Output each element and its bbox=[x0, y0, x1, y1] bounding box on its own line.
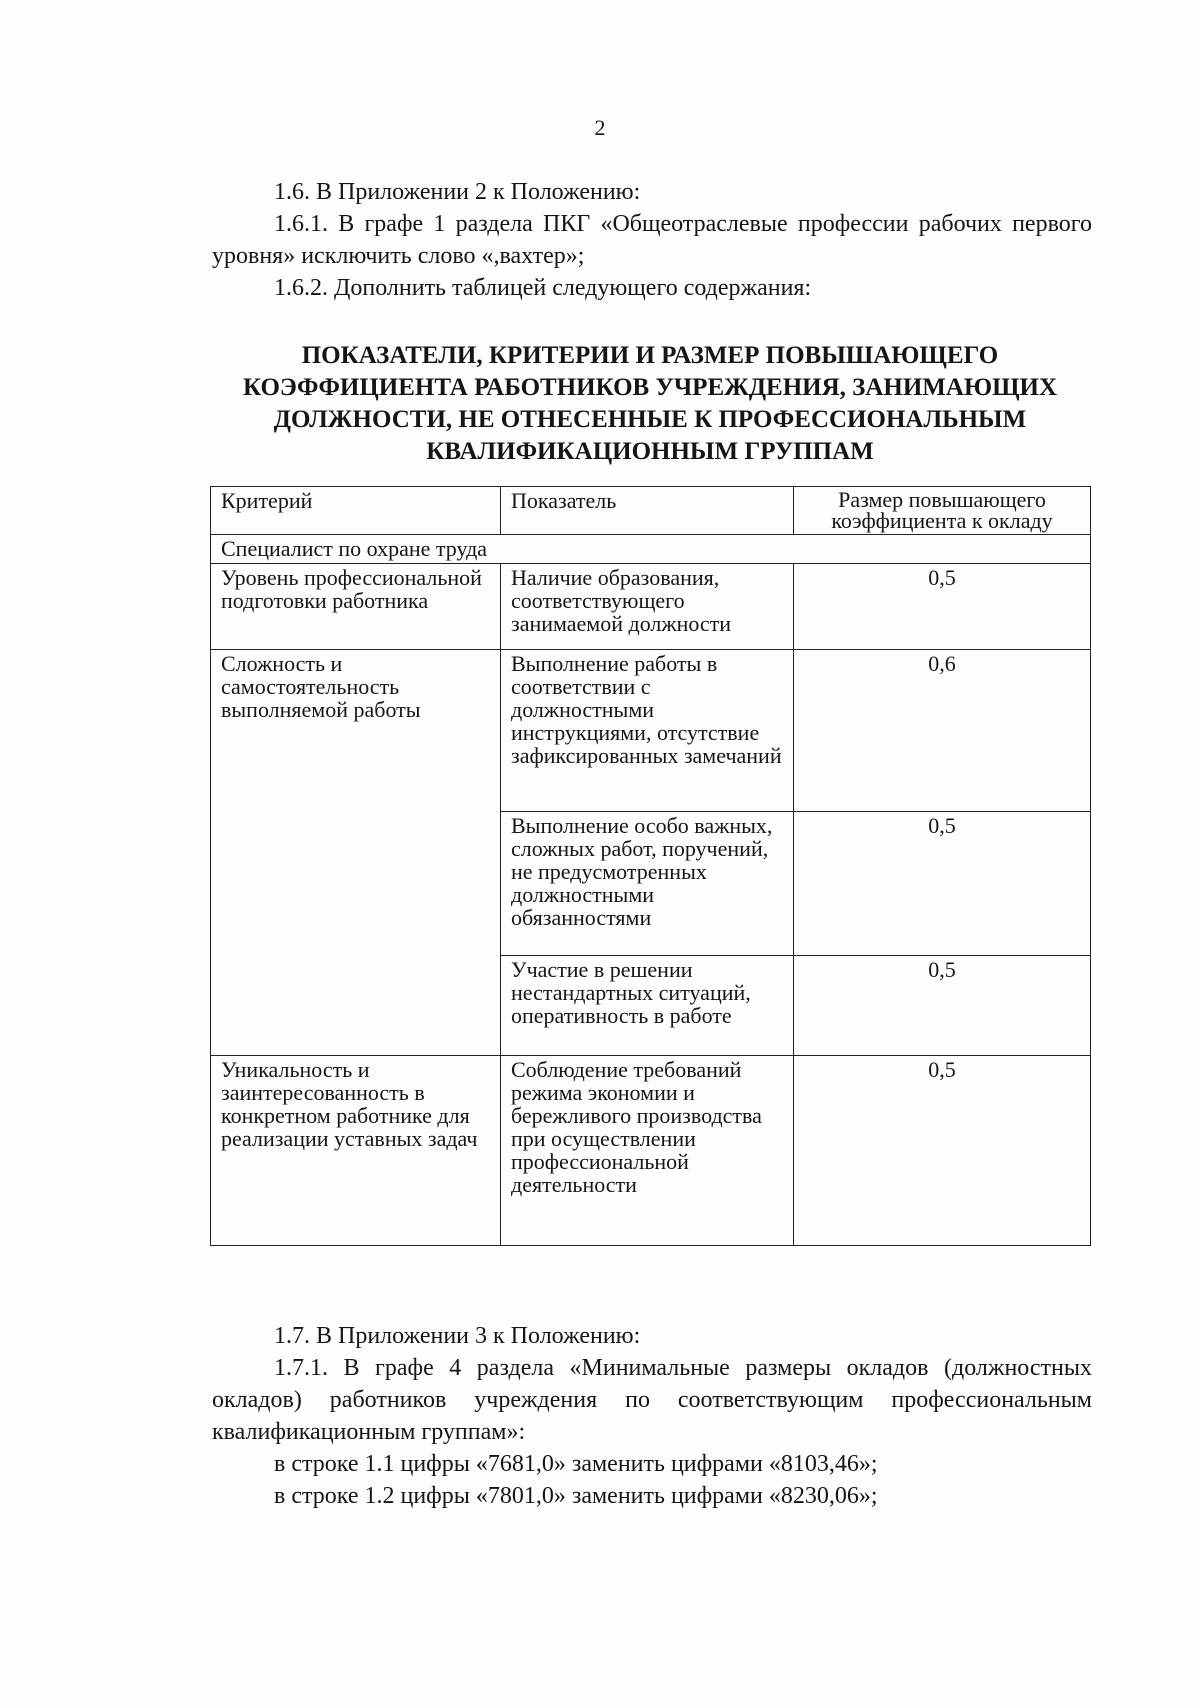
value-cell: 0,5 bbox=[794, 1056, 1091, 1246]
table-header-row bbox=[211, 487, 1091, 535]
paragraph-line-1-1: в строке 1.1 цифры «7681,0» заменить цифрами «8103,46»; bbox=[274, 1451, 878, 1477]
indicator-cell: Наличие образования, соответствующего занимаемой должности bbox=[501, 564, 794, 650]
value-cell: 0,6 bbox=[794, 650, 1091, 812]
indicator-cell: Выполнение работы в соответствии с должностными инструкциями, отсутствие зафиксированных замечаний bbox=[501, 650, 794, 812]
table-section-row bbox=[211, 535, 1091, 564]
paragraph-1-6: 1.6. В Приложении 2 к Положению: bbox=[274, 179, 641, 205]
indicator-cell: Участие в решении нестандартных ситуаций, оперативность в работе bbox=[501, 956, 794, 1056]
header-size: Размер повышающего коэффициента к окладу bbox=[794, 487, 1091, 535]
value-cell: 0,5 bbox=[794, 812, 1091, 956]
criteria-table bbox=[210, 486, 1091, 1246]
indicator-cell: Соблюдение требований режима экономии и бережливого производства при осуществлении профессиональной деятельности bbox=[501, 1056, 794, 1246]
criterion-cell: Уникальность и заинтересованность в конкретном работнике для реализации уставных задач bbox=[211, 1056, 501, 1246]
table-row bbox=[211, 1056, 1091, 1246]
table-title: ПОКАЗАТЕЛИ, КРИТЕРИИ И РАЗМЕР ПОВЫШАЮЩЕГО КОЭФФИЦИЕНТА РАБОТНИКОВ УЧРЕЖДЕНИЯ, ЗАНИМАЮЩИХ ДОЛЖНОСТИ, НЕ ОТНЕСЕННЫЕ К ПРОФЕССИОНАЛЬНЫМ КВАЛИФИКАЦИОННЫМ ГРУППАМ bbox=[242, 342, 1058, 465]
header-indicator: Показатель bbox=[501, 487, 794, 535]
table-row bbox=[211, 564, 1091, 650]
criterion-cell: Уровень профессиональной подготовки работника bbox=[211, 564, 501, 650]
criterion-cell: Сложность и самостоятельность выполняемой работы bbox=[211, 650, 501, 1056]
value-cell: 0,5 bbox=[794, 956, 1091, 1056]
paragraph-1-7-1: 1.7.1. В графе 4 раздела «Минимальные размеры окладов (должностных окладов) работников учреждения по соответствующим профессиональным квалификационным группам»: bbox=[212, 1355, 1092, 1445]
paragraph-1-6-1: 1.6.1. В графе 1 раздела ПКГ «Общеотраслевые профессии рабочих первого уровня» исключить слово «,вахтер»; bbox=[212, 211, 1092, 269]
header-criterion: Критерий bbox=[211, 487, 501, 535]
table-row bbox=[211, 650, 1091, 812]
value-cell: 0,5 bbox=[794, 564, 1091, 650]
indicator-cell: Выполнение особо важных, сложных работ, поручений, не предусмотренных должностными обязанностями bbox=[501, 812, 794, 956]
paragraph-line-1-2: в строке 1.2 цифры «7801,0» заменить цифрами «8230,06»; bbox=[274, 1483, 878, 1509]
section-title: Специалист по охране труда bbox=[211, 535, 1091, 564]
page-number: 2 bbox=[594, 115, 606, 140]
paragraph-1-7: 1.7. В Приложении 3 к Положению: bbox=[274, 1323, 641, 1349]
paragraph-1-6-2: 1.6.2. Дополнить таблицей следующего содержания: bbox=[274, 275, 812, 301]
